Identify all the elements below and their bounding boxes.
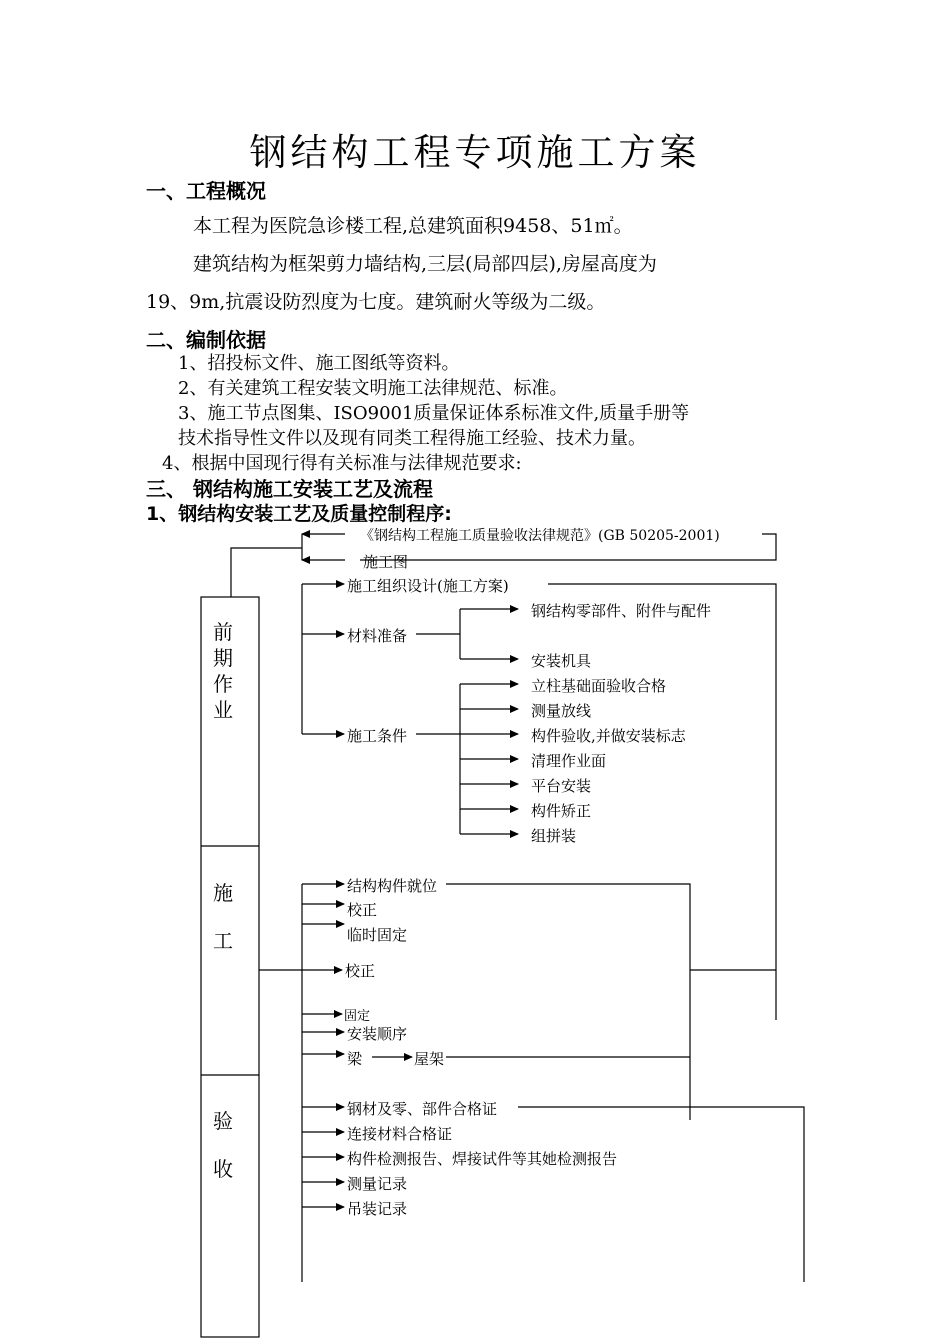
connector <box>518 1107 804 1282</box>
flow-node-acceptance-item: 钢材及零、部件合格证 <box>347 1100 498 1118</box>
page-title: 钢结构工程专项施工方案 <box>249 131 701 174</box>
basis-item: 2、有关建筑工程安装文明施工法律规范、标准。 <box>178 378 568 399</box>
flow-node-construction-step: 临时固定 <box>347 926 408 944</box>
flow-node-acceptance-item: 测量记录 <box>347 1175 408 1193</box>
overview-line: 19、9m,抗震设防烈度为七度。建筑耐火等级为二级。 <box>146 291 606 313</box>
phase-construction-label <box>213 869 237 965</box>
flow-node-construction-step: 梁 <box>347 1050 363 1068</box>
connector <box>231 548 302 597</box>
phase-char: 业 <box>213 698 233 722</box>
flow-node-construction-step: 屋架 <box>414 1050 445 1068</box>
flow-node-acceptance-item: 连接材料合格证 <box>347 1125 453 1143</box>
flow-node-materials: 材料准备 <box>347 627 408 645</box>
flow-node-drawings: 施工图 <box>363 553 409 571</box>
phase-char: 工 <box>213 929 233 953</box>
phase-char: 收 <box>213 1157 233 1181</box>
basis-item: 1、招投标文件、施工图纸等资料。 <box>178 353 460 374</box>
flow-node-acceptance-item: 构件检测报告、焊接试件等其她检测报告 <box>347 1150 618 1168</box>
flow-node-construction-step: 校正 <box>347 901 378 919</box>
phase-char: 前 <box>213 620 233 644</box>
flow-node-construction-step: 安装顺序 <box>347 1025 408 1043</box>
flow-node-construction-step: 校正 <box>345 962 376 980</box>
flow-node-construction-step: 固定 <box>344 1009 371 1024</box>
overview-line: 建筑结构为框架剪力墙结构,三层(局部四层),房屋高度为 <box>193 253 657 275</box>
overview-line: 本工程为医院急诊楼工程,总建筑面积9458、51㎡。 <box>193 215 633 237</box>
process-subheading: 1、钢结构安装工艺及质量控制程序: <box>146 503 452 525</box>
flow-node-design: 施工组织设计(施工方案) <box>347 577 509 595</box>
flow-node-material-item: 钢结构零部件、附件与配件 <box>531 602 712 620</box>
flow-node-conditions: 施工条件 <box>347 727 408 745</box>
phase-char: 期 <box>213 646 233 670</box>
connector <box>446 884 690 1120</box>
section-overview-heading: 一、工程概况 <box>146 179 266 203</box>
flow-node-condition-item: 组拼装 <box>531 827 577 845</box>
flow-node-condition-item: 构件矫正 <box>531 802 592 820</box>
flow-node-condition-item: 构件验收,并做安装标志 <box>531 727 686 745</box>
basis-item: 技术指导性文件以及现有同类工程得施工经验、技术力量。 <box>178 428 646 449</box>
flow-node-material-item: 安装机具 <box>531 652 592 670</box>
flow-node-condition-item: 测量放线 <box>531 702 592 720</box>
basis-item: 3、施工节点图集、ISO9001质量保证体系标准文件,质量手册等 <box>178 403 690 424</box>
phase-acceptance-label <box>213 1097 237 1193</box>
basis-item: 4、根据中国现行得有关标准与法律规范要求: <box>162 453 522 474</box>
section-basis-heading: 二、编制依据 <box>146 328 266 352</box>
flow-node-spec: 《钢结构工程施工质量验收法律规范》(GB 50205-2001) <box>360 528 720 544</box>
phase-char: 施 <box>213 881 233 905</box>
phase-char: 作 <box>213 672 233 696</box>
flow-node-condition-item: 平台安装 <box>531 777 592 795</box>
flow-node-condition-item: 立柱基础面验收合格 <box>531 677 667 695</box>
section-process-heading: 三、 钢结构施工安装工艺及流程 <box>146 477 433 501</box>
flow-node-condition-item: 清理作业面 <box>531 752 607 770</box>
flow-node-construction-step: 结构构件就位 <box>347 877 438 895</box>
flow-node-acceptance-item: 吊装记录 <box>347 1200 408 1218</box>
phase-char: 验 <box>213 1109 233 1133</box>
phase-pre-label <box>213 619 237 723</box>
